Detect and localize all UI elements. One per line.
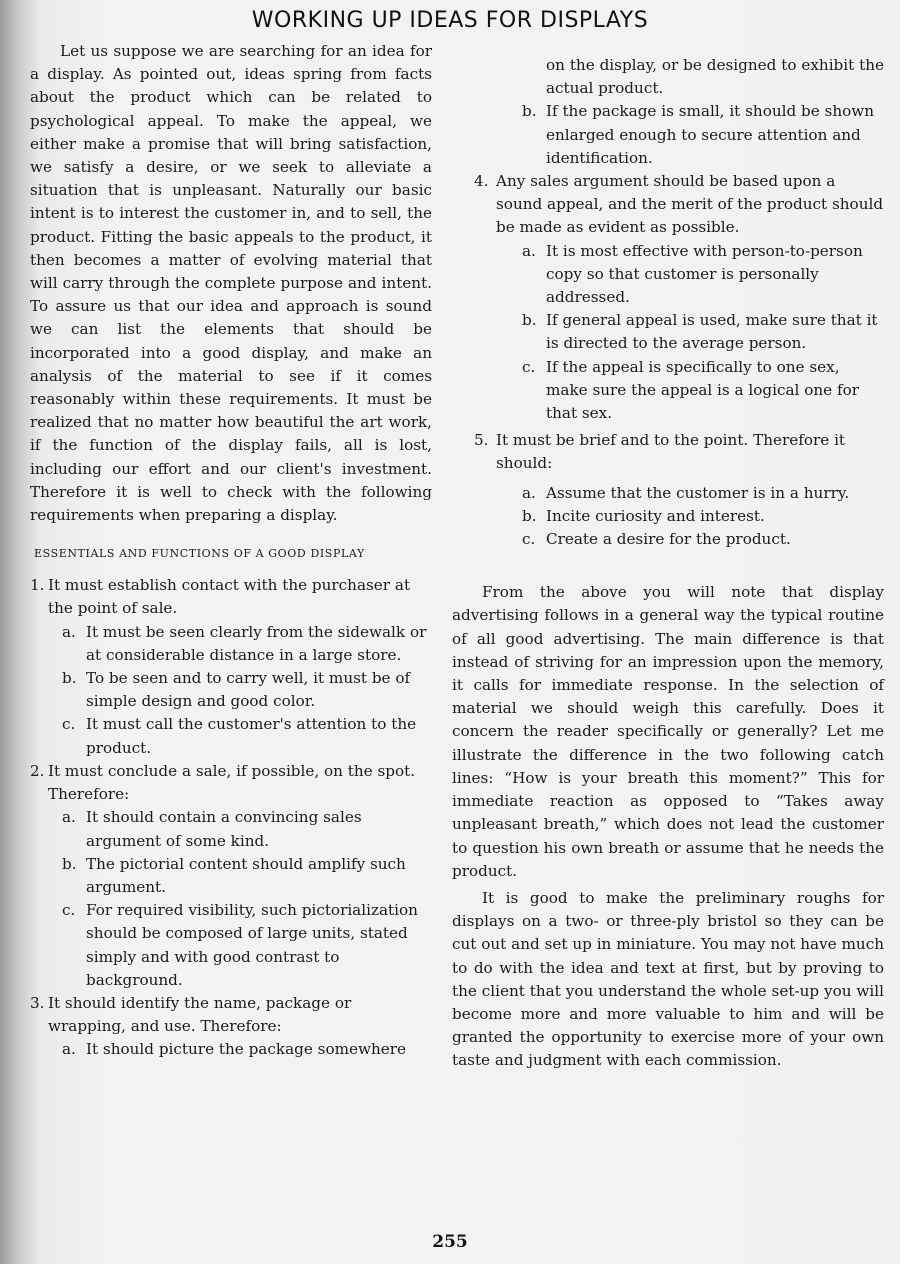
list-text: It must establish contact with the purchaser at the point of sale. bbox=[48, 576, 411, 618]
list-text: It must be seen clearly from the sidewalk or at considerable distance in a large store. bbox=[86, 622, 427, 664]
list-text: If the package is small, it should be shown enlarged enough to secure attention and identification. bbox=[546, 102, 875, 167]
list-letter: b. bbox=[62, 669, 77, 688]
list-item-4a bbox=[452, 240, 884, 310]
list-letter: a. bbox=[522, 241, 536, 260]
list-number: 2. bbox=[30, 761, 45, 780]
list-item-4 bbox=[452, 170, 884, 240]
list-number: 1. bbox=[30, 576, 45, 595]
body-paragraph-2: It is good to make the preliminary roughs for displays on a two- or three-ply bristol so they can be cut out and set up in miniature. You may not have much to do with the idea and text at first, but by proving to the client that you understand the whole set-up you will become more and more valuable to him and will be granted the opportunity to exercise more of your own taste and judgment with each commission. bbox=[452, 888, 884, 1070]
right-column bbox=[452, 54, 884, 1073]
list-letter: a. bbox=[62, 622, 76, 641]
list-item-5c bbox=[452, 528, 884, 551]
list-item-4b bbox=[452, 309, 884, 355]
list-text: It must call the customer's attention to the product. bbox=[86, 715, 417, 757]
list-item-1c bbox=[30, 713, 432, 759]
list-text: Incite curiosity and interest. bbox=[546, 506, 765, 525]
list-text: Create a desire for the product. bbox=[546, 530, 791, 549]
list-letter: a. bbox=[62, 1040, 76, 1059]
list-text: It should picture the package somewhere bbox=[86, 1040, 407, 1059]
list-text: It should identify the name, package or wrapping, and use. Therefore: bbox=[48, 993, 352, 1036]
list-letter: c. bbox=[522, 530, 536, 549]
list-letter: c. bbox=[522, 357, 536, 376]
list-item-1a bbox=[30, 621, 432, 667]
list-text: Assume that the customer is in a hurry. bbox=[546, 483, 850, 502]
list-item-2 bbox=[30, 760, 432, 806]
list-item-2c bbox=[30, 899, 432, 992]
list-text: It is most effective with person-to-person copy so that customer is personally addressed. bbox=[546, 241, 863, 307]
list-text: It must conclude a sale, if possible, on the spot. Therefore: bbox=[48, 761, 416, 804]
list-letter: b. bbox=[522, 102, 537, 121]
list-text: Any sales argument should be based upon a sound appeal, and the merit of the product should be made as evident as possible. bbox=[496, 172, 884, 237]
list-item-3a-continued: on the display, or be designed to exhibit the actual product. bbox=[546, 56, 884, 98]
list-text: For required visibility, such pictorialization should be composed of large units, stated simply and with good contrast to background. bbox=[86, 901, 418, 989]
list-number: 3. bbox=[30, 993, 45, 1012]
list-text: If general appeal is used, make sure that it is directed to the average person. bbox=[546, 311, 878, 353]
list-letter: b. bbox=[522, 311, 537, 330]
list-letter: a. bbox=[522, 483, 536, 502]
list-letter: c. bbox=[62, 715, 76, 734]
list-letter: c. bbox=[62, 901, 76, 920]
list-item-5b bbox=[452, 505, 884, 528]
list-text: It must be brief and to the point. Therefore it should: bbox=[496, 431, 846, 473]
list-item-1 bbox=[30, 574, 432, 620]
list-text: If the appeal is specifically to one sex, make sure the appeal is a logical one for that sex. bbox=[546, 357, 860, 423]
list-text: The pictorial content should amplify such argument. bbox=[86, 854, 406, 896]
list-item-2a bbox=[30, 806, 432, 852]
page-title: WORKING UP IDEAS FOR DISPLAYS bbox=[251, 8, 649, 33]
list-item-3b bbox=[452, 100, 884, 170]
body-paragraph-1: From the above you will note that display advertising follows in a general way the typical routine of all good advertising. The main difference is that instead of striving for an impression upon the memory, it calls for immediate response. In the selection of material we should weigh this carefully. Does it concern the reader specifically or generally? Let me illustrate the difference in the two following catch lines: “How is your breath this moment?” This for immediate reaction as opposed to “Takes away unpleasant breath,” which does not lead the customer to question his own breath or assume that he needs the product. bbox=[452, 583, 884, 880]
list-number: 4. bbox=[474, 172, 489, 191]
page-number: 255 bbox=[432, 1232, 468, 1252]
list-letter: b. bbox=[522, 506, 537, 525]
list-text: It should contain a convincing sales argument of some kind. bbox=[86, 808, 362, 850]
list-letter: a. bbox=[62, 808, 76, 827]
list-number: 5. bbox=[474, 431, 489, 450]
list-item-4c bbox=[452, 356, 884, 426]
list-item-1b bbox=[30, 667, 432, 713]
list-text: To be seen and to carry well, it must be of simple design and good color. bbox=[86, 669, 411, 711]
list-item-2b bbox=[30, 853, 432, 899]
list-letter: b. bbox=[62, 854, 77, 873]
section-heading: ESSENTIALS AND FUNCTIONS OF A GOOD DISPLAY bbox=[34, 547, 365, 561]
intro-paragraph: Let us suppose we are searching for an idea for a display. As pointed out, ideas spring from facts about the product which can be related to psychological appeal. To make the appeal, we either make a promise that will bring satisfaction, we satisfy a desire, or we seek to alleviate a situation that is unpleasant. Naturally our basic intent is to interest the customer in, and to sell, the product. Fitting the basic appeals to the product, it then becomes a matter of evolving material that will carry through the complete purpose and intent. To assure us that our idea and approach is sound we can list the elements that should be incorporated into a good display, and make an analysis of the material to see if it comes reasonably within these requirements. It must be realized that no matter how beautiful the art work, if the function of the display fails, all is lost, including our effort and our client's investment. Therefore it is well to check with the following requirements when preparing a display. bbox=[30, 42, 432, 525]
list-item-5a bbox=[452, 482, 884, 505]
left-column bbox=[30, 40, 432, 1062]
list-item-3 bbox=[30, 992, 432, 1038]
list-item-3a bbox=[30, 1038, 432, 1061]
list-item-5 bbox=[452, 429, 884, 475]
